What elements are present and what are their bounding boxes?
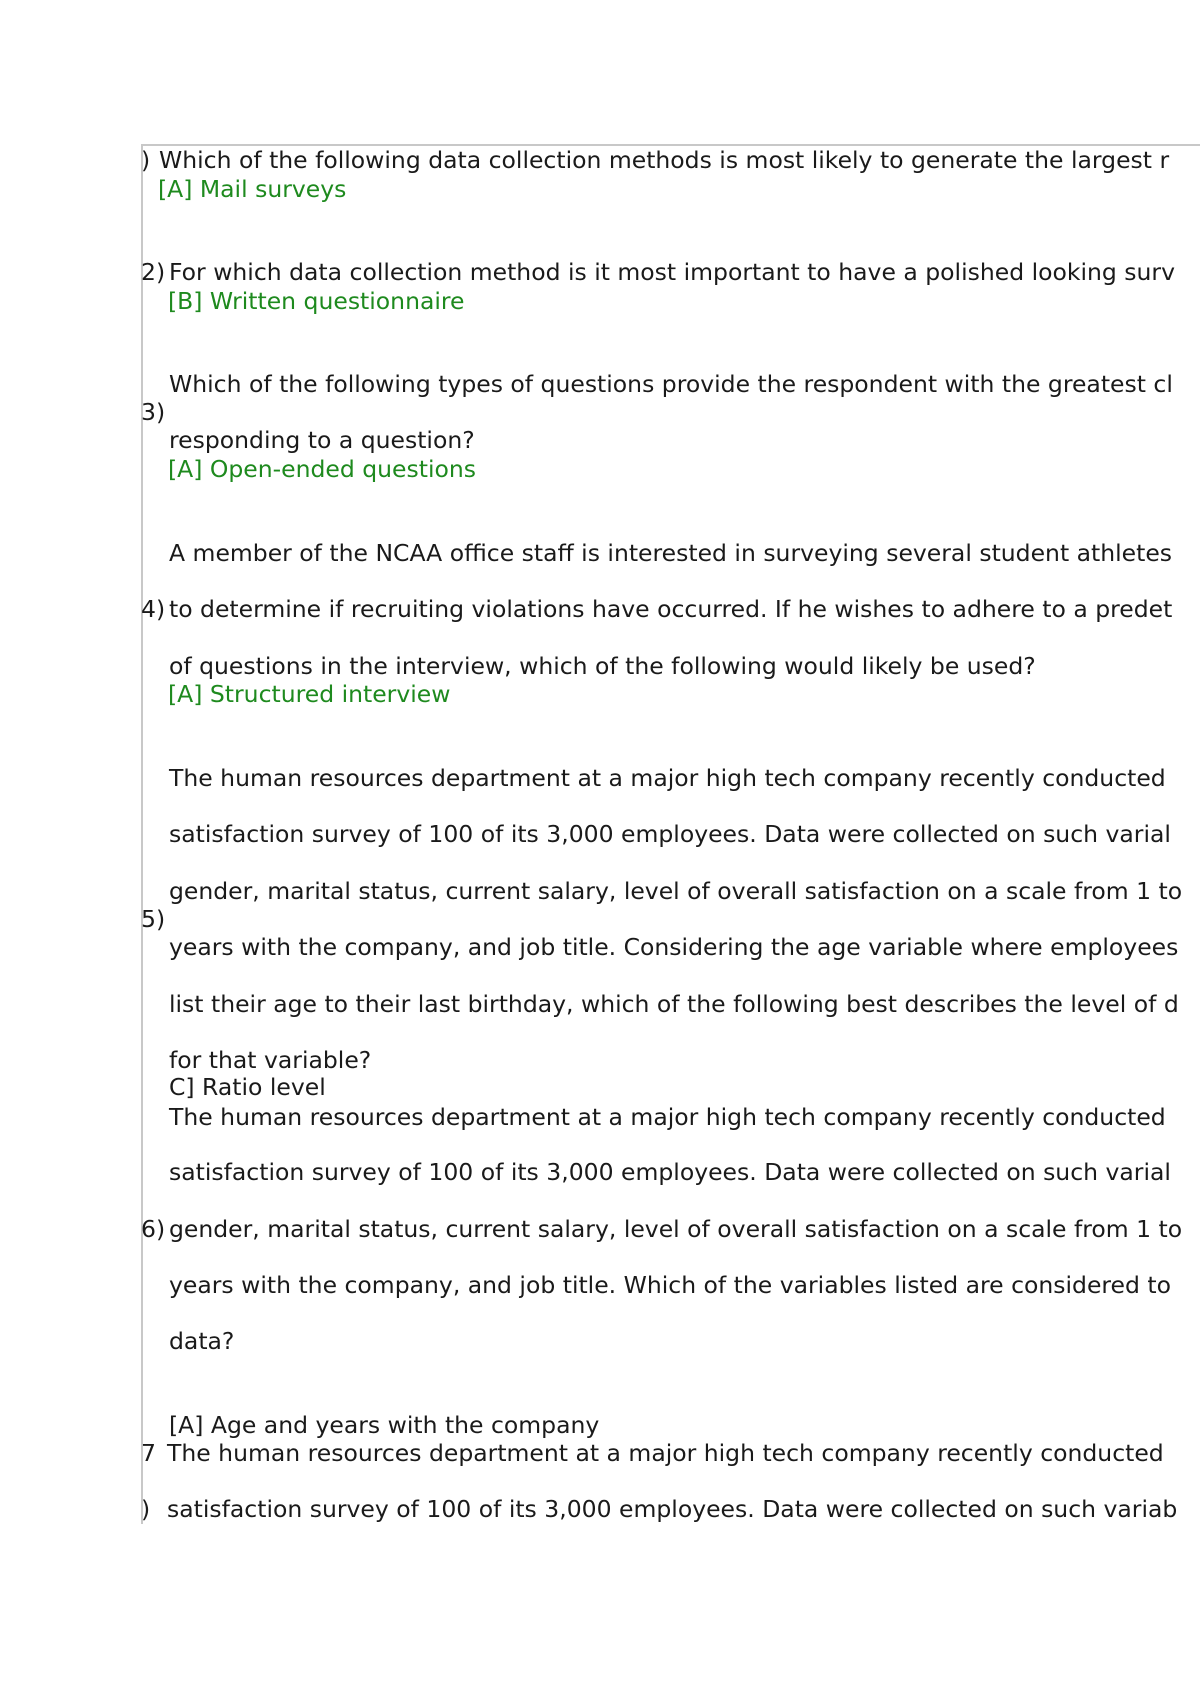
question-text: The human resources department at a major high tech company recently conducted: [169, 1103, 1166, 1131]
question-text: of questions in the interview, which of the following would likely be used?: [169, 652, 1036, 680]
question-number: 2): [141, 258, 166, 286]
question-text: years with the company, and job title. Considering the age variable where employees: [169, 933, 1179, 961]
question-number: 7: [141, 1439, 156, 1467]
answer-text: [B] Written questionnaire: [168, 287, 465, 315]
question-text: The human resources department at a major high tech company recently conducted: [167, 1439, 1164, 1467]
answer-text: [A] Age and years with the company: [169, 1411, 600, 1439]
answer-text: [A] Mail surveys: [158, 175, 347, 203]
question-text: responding to a question?: [169, 426, 475, 454]
question-text: years with the company, and job title. Which of the variables listed are considered to: [169, 1271, 1171, 1299]
question-number: 4): [141, 595, 166, 623]
question-number: ): [141, 146, 151, 174]
question-text: satisfaction survey of 100 of its 3,000 employees. Data were collected on such varial: [169, 1158, 1171, 1186]
question-text: For which data collection method is it most important to have a polished looking surv: [169, 258, 1175, 286]
question-text: The human resources department at a major high tech company recently conducted: [169, 764, 1166, 792]
question-text: A member of the NCAA office staff is interested in surveying several student athletes: [169, 539, 1173, 567]
question-text: gender, marital status, current salary, level of overall satisfaction on a scale from 1 to: [169, 1215, 1183, 1243]
question-number: 5): [141, 905, 166, 933]
answer-text: C] Ratio level: [169, 1073, 326, 1101]
question-number: 3): [141, 398, 166, 426]
question-text: satisfaction survey of 100 of its 3,000 employees. Data were collected on such variab: [167, 1495, 1178, 1523]
question-text: to determine if recruiting violations have occurred. If he wishes to adhere to a predet: [169, 595, 1173, 623]
question-text: list their age to their last birthday, which of the following best describes the level of d: [169, 990, 1179, 1018]
answer-text: [A] Open-ended questions: [168, 455, 477, 483]
question-number: 6): [141, 1215, 166, 1243]
answer-text: [A] Structured interview: [168, 680, 451, 708]
question-text: Which of the following types of questions provide the respondent with the greatest cl: [169, 370, 1173, 398]
question-text: for that variable?: [169, 1046, 372, 1074]
question-text: Which of the following data collection methods is most likely to generate the largest r: [159, 146, 1170, 174]
question-text: gender, marital status, current salary, level of overall satisfaction on a scale from 1 to: [169, 877, 1183, 905]
question-text: satisfaction survey of 100 of its 3,000 employees. Data were collected on such varial: [169, 820, 1171, 848]
question-number: ): [141, 1495, 151, 1523]
question-text: data?: [169, 1327, 235, 1355]
